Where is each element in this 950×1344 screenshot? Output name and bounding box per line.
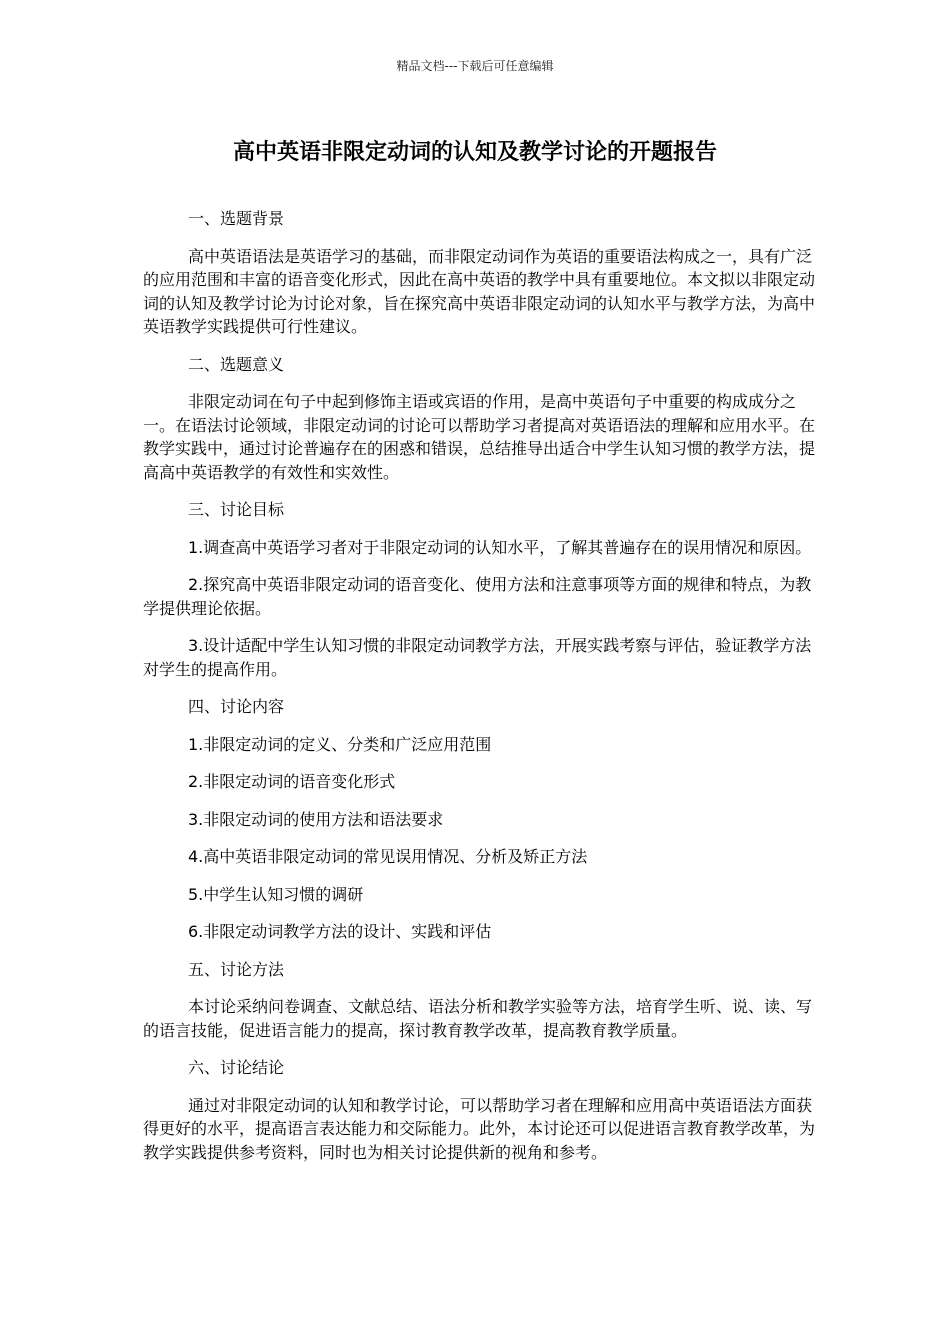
paragraph: 2.探究高中英语非限定动词的语音变化、使用方法和注意事项等方面的规律和特点，为教学提供理论依据。 xyxy=(143,575,812,618)
list-item: 5.中学生认知习惯的调研 xyxy=(188,884,364,904)
section-heading: 一、选题背景 xyxy=(188,209,285,228)
section-heading: 三、讨论目标 xyxy=(188,500,285,519)
paragraph: 高中英语语法是英语学习的基础，而非限定动词作为英语的重要语法构成之一，具有广泛的应用范围和丰富的语音变化形式，因此在高中英语的教学中具有重要地位。本文拟以非限定动词的认知及教学讨论为讨论对象，旨在探究高中英语非限定动词的认知水平与教学方法，为高中英语教学实践提供可行性建议。 xyxy=(143,246,816,336)
header-note: 精品文档---下载后可任意编辑 xyxy=(396,59,554,73)
paragraph: 通过对非限定动词的认知和教学讨论，可以帮助学习者在理解和应用高中英语语法方面获得更好的水平，提高语言表达能力和交际能力。此外，本讨论还可以促进语言教育教学改革，为教学实践提供参考资料，同时也为相关讨论提供新的视角和参考。 xyxy=(143,1095,816,1162)
document-body xyxy=(143,207,815,1178)
paragraph: 3.设计适配中学生认知习惯的非限定动词教学方法，开展实践考察与评估，验证教学方法对学生的提高作用。 xyxy=(143,636,812,679)
list-item: 4.高中英语非限定动词的常见误用情况、分析及矫正方法 xyxy=(188,847,588,866)
list-item: 1.非限定动词的定义、分类和广泛应用范围 xyxy=(188,734,492,754)
section-heading: 四、讨论内容 xyxy=(188,697,285,716)
list-item: 3.非限定动词的使用方法和语法要求 xyxy=(188,809,444,829)
paragraph: 1.调查高中英语学习者对于非限定动词的认知水平，了解其普遍存在的误用情况和原因。 xyxy=(188,537,812,557)
list-item: 6.非限定动词教学方法的设计、实践和评估 xyxy=(188,922,492,941)
section-heading: 五、讨论方法 xyxy=(188,959,285,979)
paragraph: 非限定动词在句子中起到修饰主语或宾语的作用，是高中英语句子中重要的构成成分之一。在语法讨论领域，非限定动词的讨论可以帮助学习者提高对英语语法的理解和应用水平。在教学实践中，通过讨论普遍存在的困惑和错误，总结推导出适合中学生认知习惯的教学方法，提高高中英语教学的有效性和实效性。 xyxy=(143,392,816,482)
paragraph: 本讨论采纳问卷调查、文献总结、语法分析和教学实验等方法，培育学生听、说、读、写的语言技能，促进语言能力的提高，探讨教育教学改革，提高教育教学质量。 xyxy=(143,997,813,1040)
section-heading: 二、选题意义 xyxy=(188,354,285,374)
list-item: 2.非限定动词的语音变化形式 xyxy=(188,772,396,791)
document-title: 高中英语非限定动词的认知及教学讨论的开题报告 xyxy=(232,140,717,165)
section-heading: 六、讨论结论 xyxy=(188,1058,285,1077)
